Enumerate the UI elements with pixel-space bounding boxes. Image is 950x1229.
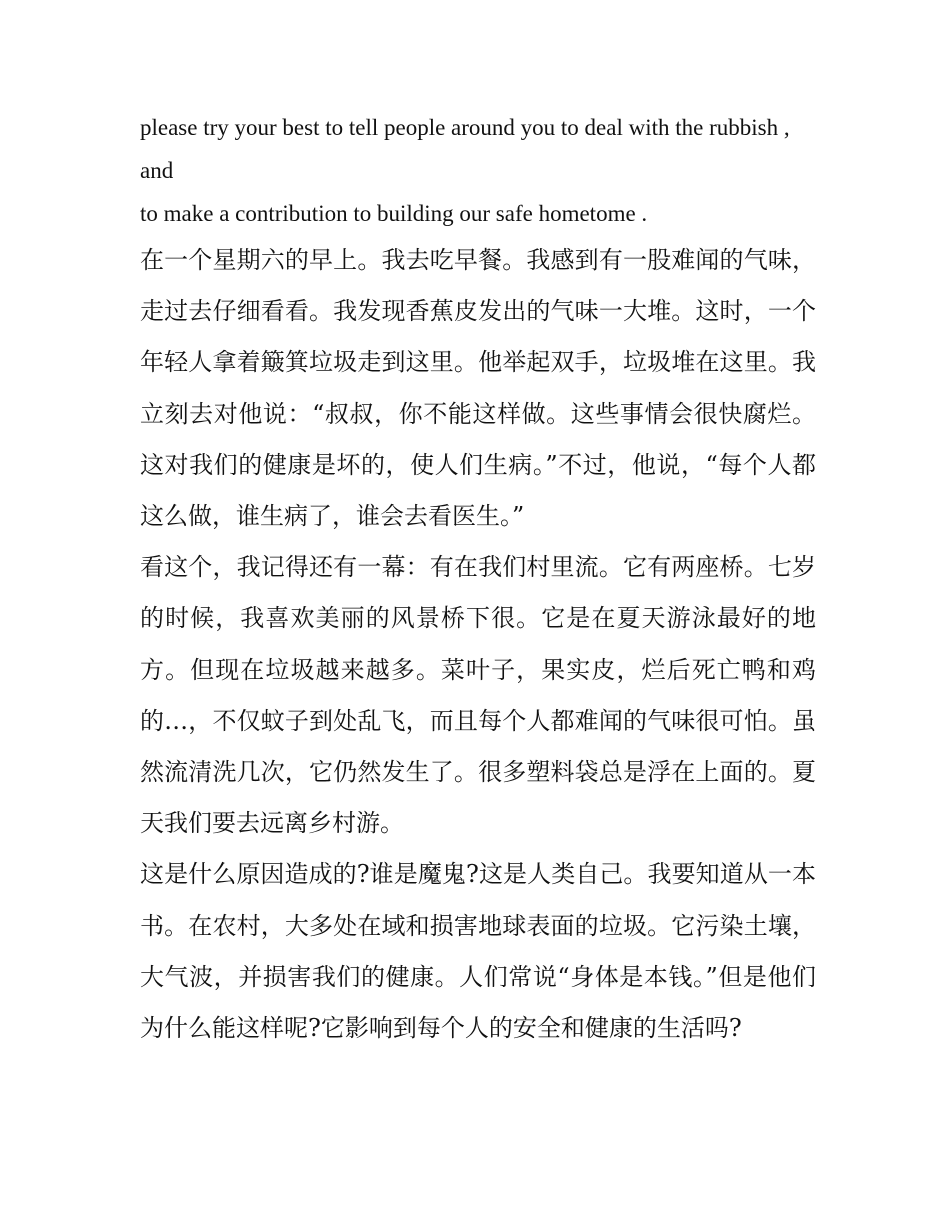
paragraph-breakfast-story: 在一个星期六的早上。我去吃早餐。我感到有一股难闻的气味，走过去仔细看看。我发现香蕉皮发出的气味一大堆。这时，一个年轻人拿着簸箕垃圾走到这里。他举起双手，垃圾堆在这里。我立刻去对他说：“叔叔，你不能这样做。这些事情会很快腐烂。这对我们的健康是坏的，使人们生病。”不过，他说，“每个人都这么做，谁生病了，谁会去看医生。” [140,246,816,531]
document-page [140,106,816,1054]
english-line-2: to make a contribution to building our safe hometome . [140,201,648,226]
paragraph-causes: 这是什么原因造成的?谁是魔鬼?这是人类自己。我要知道从一本书。在农村，大多处在域和损害地球表面的垃圾。它污染土壤，大气波，并损害我们的健康。人们常说“身体是本钱。”但是他们为什么能这样呢?它影响到每个人的安全和健康的生活吗? [140,860,816,1043]
english-line-1: please try your best to tell people around you to deal with the rubbish , and [140,115,790,183]
paragraph-village-river: 看这个，我记得还有一幕：有在我们村里流。它有两座桥。七岁的时候，我喜欢美丽的风景桥下很。它是在夏天游泳最好的地方。但现在垃圾越来越多。菜叶子，果实皮，烂后死亡鸭和鸡的…，不仅蚊子到处乱飞，而且每个人都难闻的气味很可怕。虽然流清洗几次，它仍然发生了。很多塑料袋总是浮在上面的。夏天我们要去远离乡村游。 [140,553,816,838]
